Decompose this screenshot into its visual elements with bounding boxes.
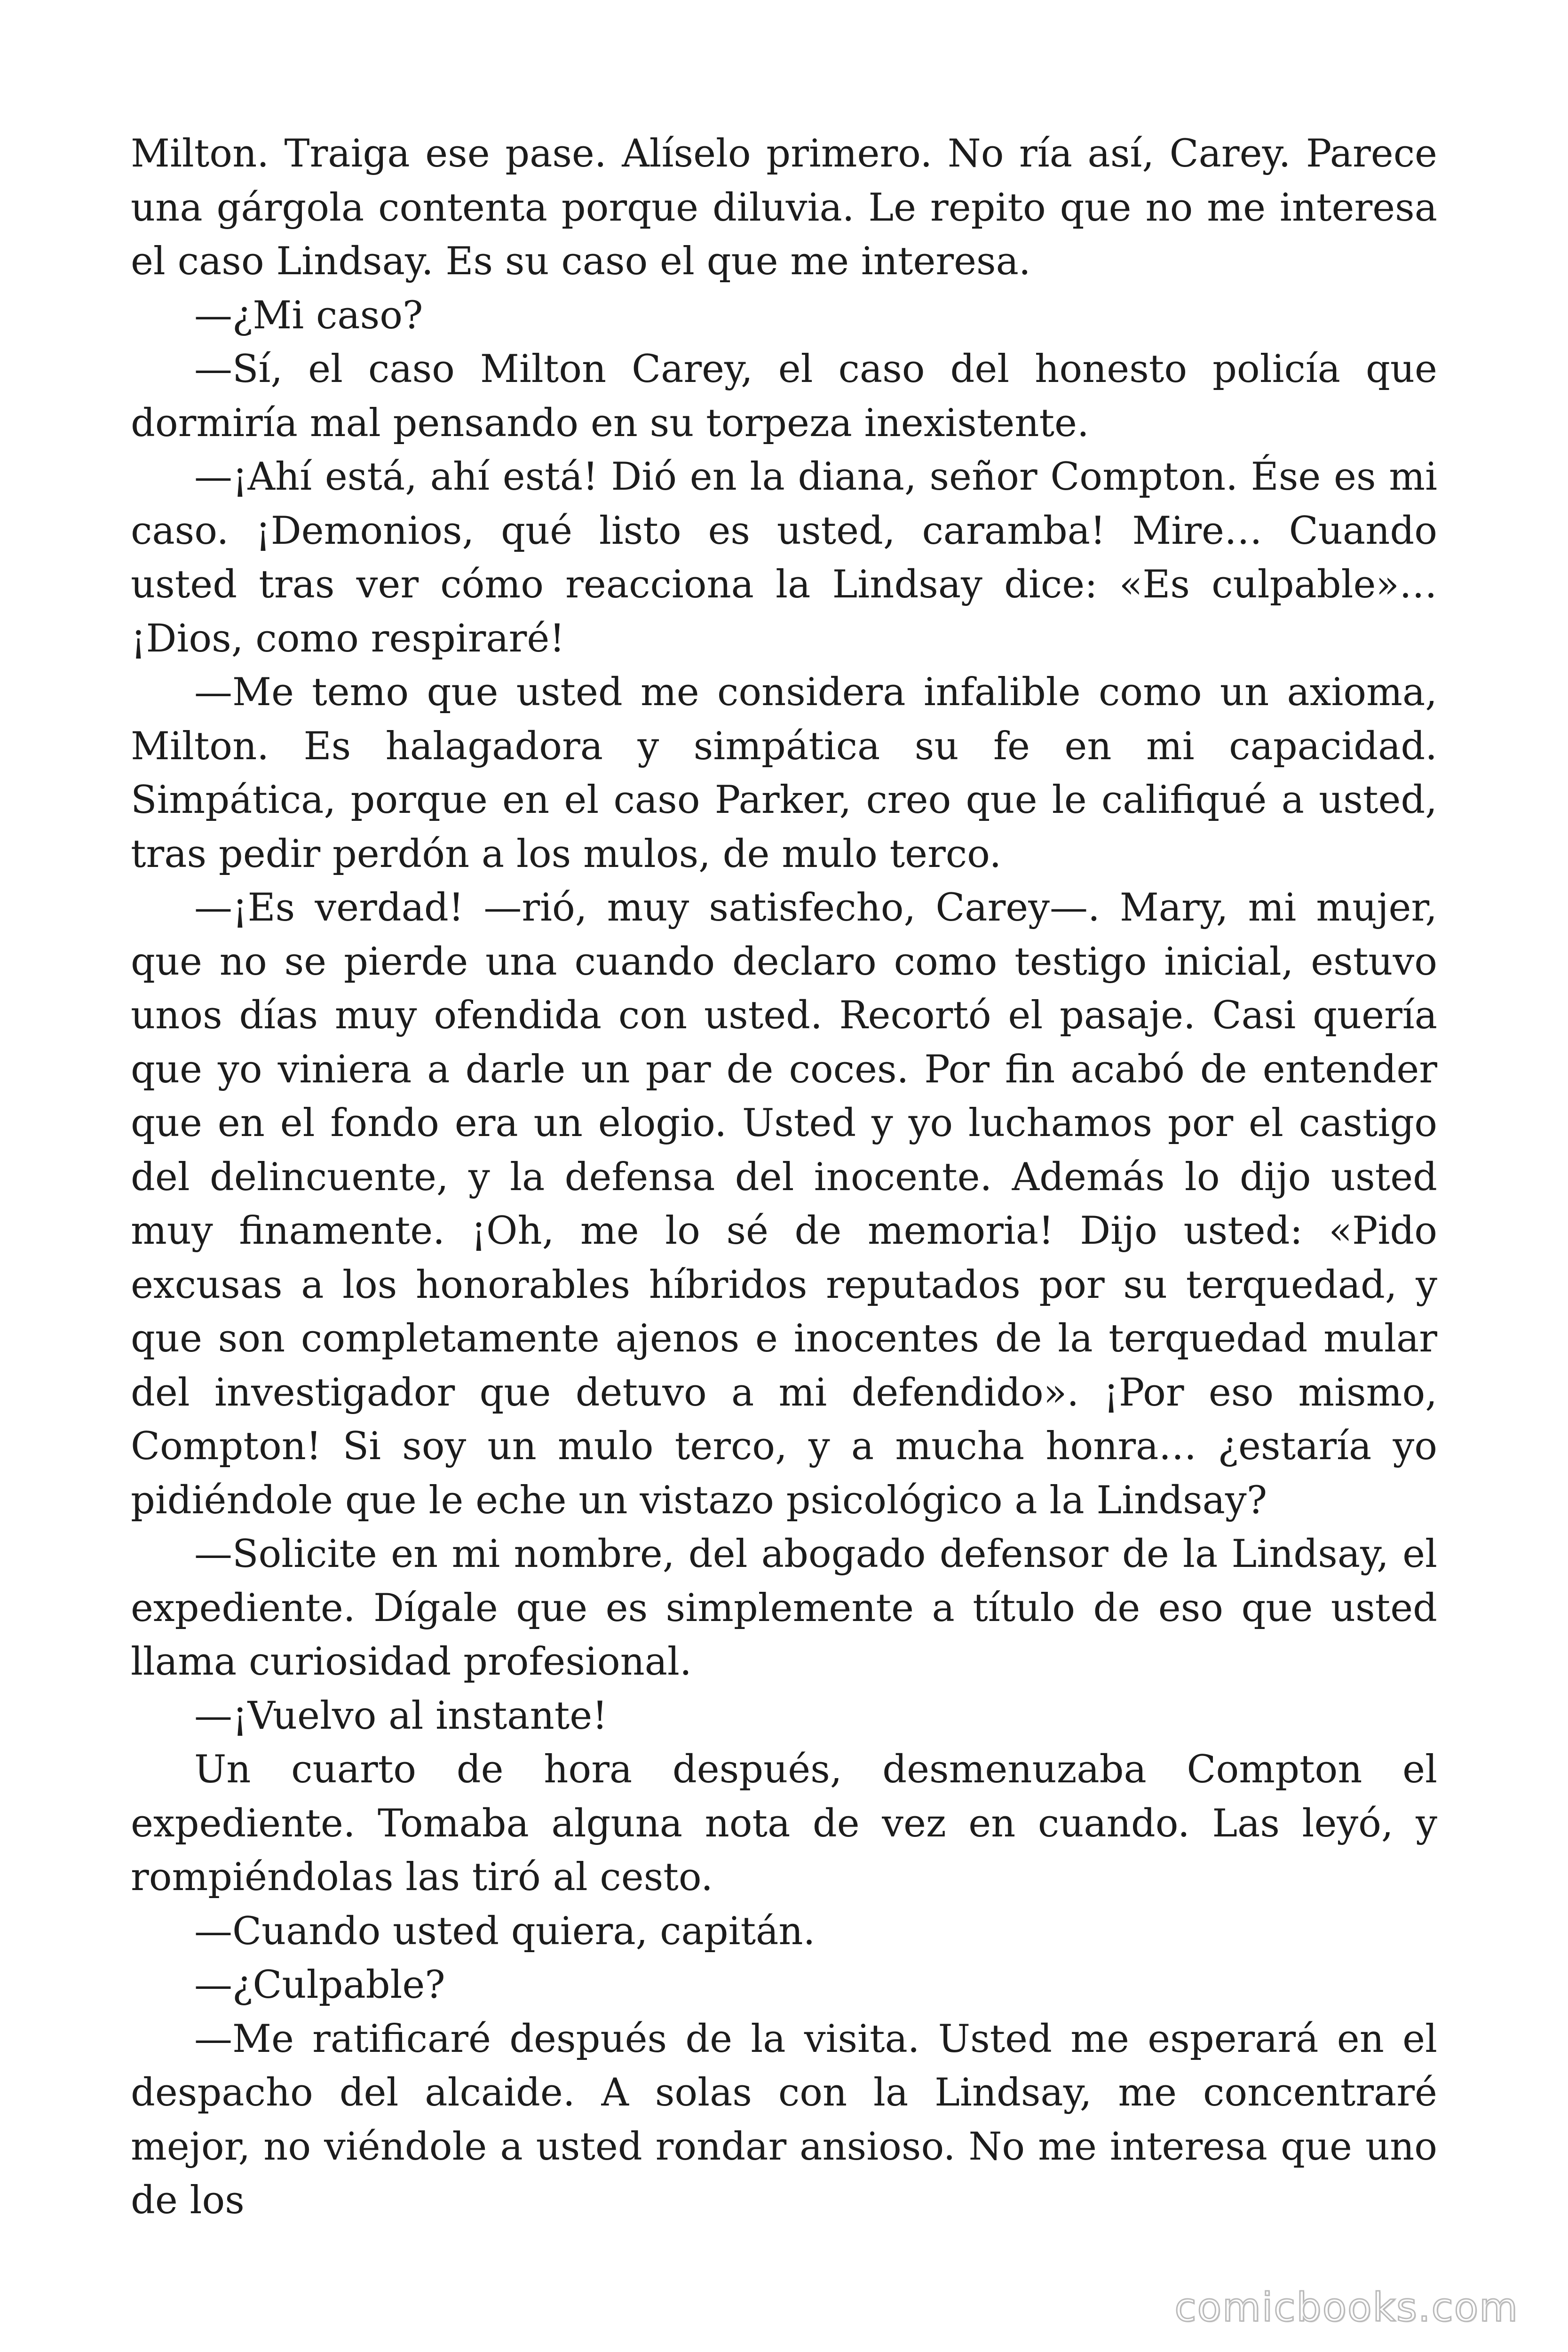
paragraph-12: —Me ratificaré después de la visita. Usted me esperará en el despacho del alcaide. A solas con la Lindsay, me concentraré mejor, no viéndole a usted rondar ansioso. No me interesa que uno de los <box>131 2017 1437 2223</box>
paragraph-8: —¡Vuelvo al instante! <box>194 1693 608 1738</box>
paragraph-3: —Sí, el caso Milton Carey, el caso del honesto policía que dormiría mal pensando en su torpeza inexistente. <box>131 347 1437 445</box>
paragraph-10: —Cuando usted quiera, capitán. <box>194 1909 816 1954</box>
page-body-text <box>131 127 1437 2228</box>
paragraph-11: —¿Culpable? <box>194 1963 445 2007</box>
paragraph-9: Un cuarto de hora después, desmenuzaba Compton el expediente. Tomaba alguna nota de vez en cuando. Las leyó, y rompiéndolas las tiró al cesto. <box>131 1748 1437 1899</box>
paragraph-6: —¡Es verdad! —rió, muy satisfecho, Carey—. Mary, mi mujer, que no se pierde una cuando declaro como testigo inicial, estuvo unos días muy ofendida con usted. Recortó el pasaje. Casi quería que yo viniera a darle un par de coces. Por fin acabó de entender que en el fondo era un elogio. Usted y yo luchamos por el castigo del delincuente, y la defensa del inocente. Además lo dijo usted muy finamente. ¡Oh, me lo sé de memoria! Dijo usted: «Pido excusas a los honorables híbridos reputados por su terquedad, y que son completamente ajenos e inocentes de la terquedad mular del investigador que detuvo a mi defendido». ¡Por eso mismo, Compton! Si soy un mulo terco, y a mucha honra… ¿estaría yo pidiéndole que le eche un vistazo psicológico a la Lindsay? <box>131 886 1437 1523</box>
paragraph-1: Milton. Traiga ese pase. Alíselo primero. No ría así, Carey. Parece una gárgola contenta porque diluvia. Le repito que no me interesa el caso Lindsay. Es su caso el que me interesa. <box>131 132 1437 284</box>
paragraph-2: —¿Mi caso? <box>194 293 423 338</box>
paragraph-7: —Solicite en mi nombre, del abogado defensor de la Lindsay, el expediente. Dígale que es simplemente a título de eso que usted llama curiosidad profesional. <box>131 1532 1437 1684</box>
watermark: comicbooks.com <box>1174 2284 1519 2330</box>
paragraph-4: —¡Ahí está, ahí está! Dió en la diana, señor Compton. Ése es mi caso. ¡Demonios, qué listo es usted, caramba! Mire… Cuando usted tras ver cómo reacciona la Lindsay dice: «Es culpable»… ¡Dios, como respiraré! <box>131 455 1437 661</box>
paragraph-5: —Me temo que usted me considera infalible como un axioma, Milton. Es halagadora y simpática su fe en mi capacidad. Simpática, porque en el caso Parker, creo que le califiqué a usted, tras pedir perdón a los mulos, de mulo terco. <box>131 670 1437 876</box>
